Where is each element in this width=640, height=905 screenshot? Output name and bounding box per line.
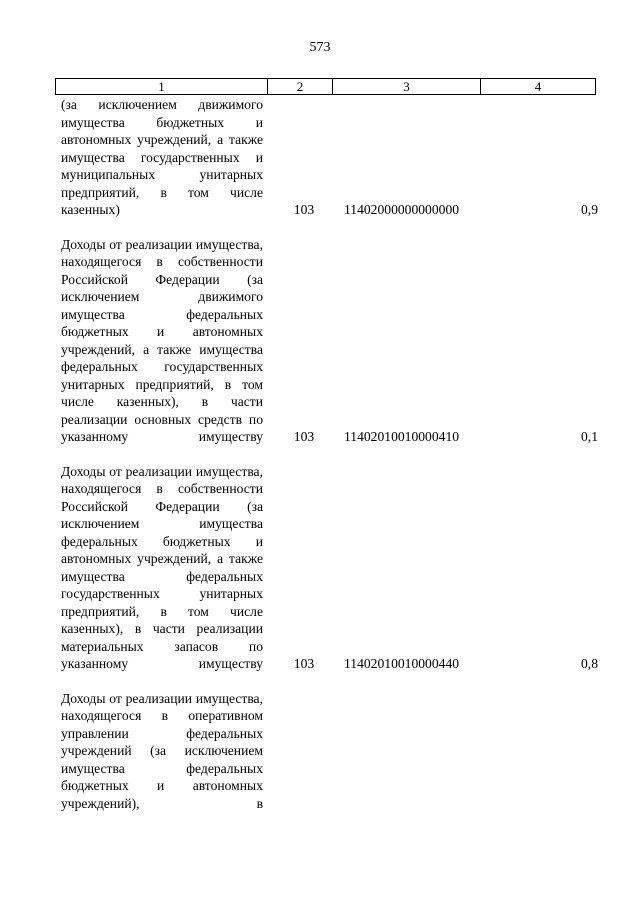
row-description: Доходы от реализации имущества, находящегося в собственности Российской Федерации (за исключением имущества федеральных бюджетных и автономных учреждений, а также имущества федеральных государственных унитарных предприятий, в том числе казенных), в части реализации материальных запасов по указанному имуществу xyxy=(61,463,263,671)
row-description: Доходы от реализации имущества, находящегося в собственности Российской Федерации (за исключением движимого имущества федеральных бюджетных и автономных учреждений, а также имущества федеральных государственных унитарных предприятий, в том числе казенных), в части реализации основных средств по указанному имуществу xyxy=(61,236,263,444)
row-value: 0,9 xyxy=(581,202,598,217)
row-value: 0,1 xyxy=(581,429,598,444)
row-description: Доходы от реализации имущества, находящегося в оперативном управлении федеральных учреждений (за исключением имущества федеральных бюджетных и автономных учреждений), в xyxy=(61,690,263,811)
row-value: 0,8 xyxy=(581,656,598,671)
row-admin-code: 103 xyxy=(293,656,315,671)
row-description: (за исключением движимого имущества бюджетных и автономных учреждений, а также имущества государственных и муниципальных унитарных предприятий, в том числе казенных) xyxy=(61,97,263,217)
column-header-3: 3 xyxy=(333,79,481,94)
table-row xyxy=(61,690,601,813)
row-kbk-code: 11402000000000000 xyxy=(344,202,460,217)
column-header-4: 4 xyxy=(534,79,542,94)
table-row xyxy=(61,96,601,219)
page-number: 573 xyxy=(309,40,331,55)
row-admin-code: 103 xyxy=(293,202,315,217)
table-row xyxy=(61,236,601,446)
table-row xyxy=(61,463,601,673)
row-kbk-code: 11402010010000410 xyxy=(344,429,460,444)
table-header xyxy=(55,78,596,95)
column-header-1: 1 xyxy=(56,79,268,94)
row-admin-code: 103 xyxy=(293,429,315,444)
row-kbk-code: 11402010010000440 xyxy=(344,656,460,671)
column-header-2: 2 xyxy=(268,79,333,94)
table-body xyxy=(61,96,601,829)
